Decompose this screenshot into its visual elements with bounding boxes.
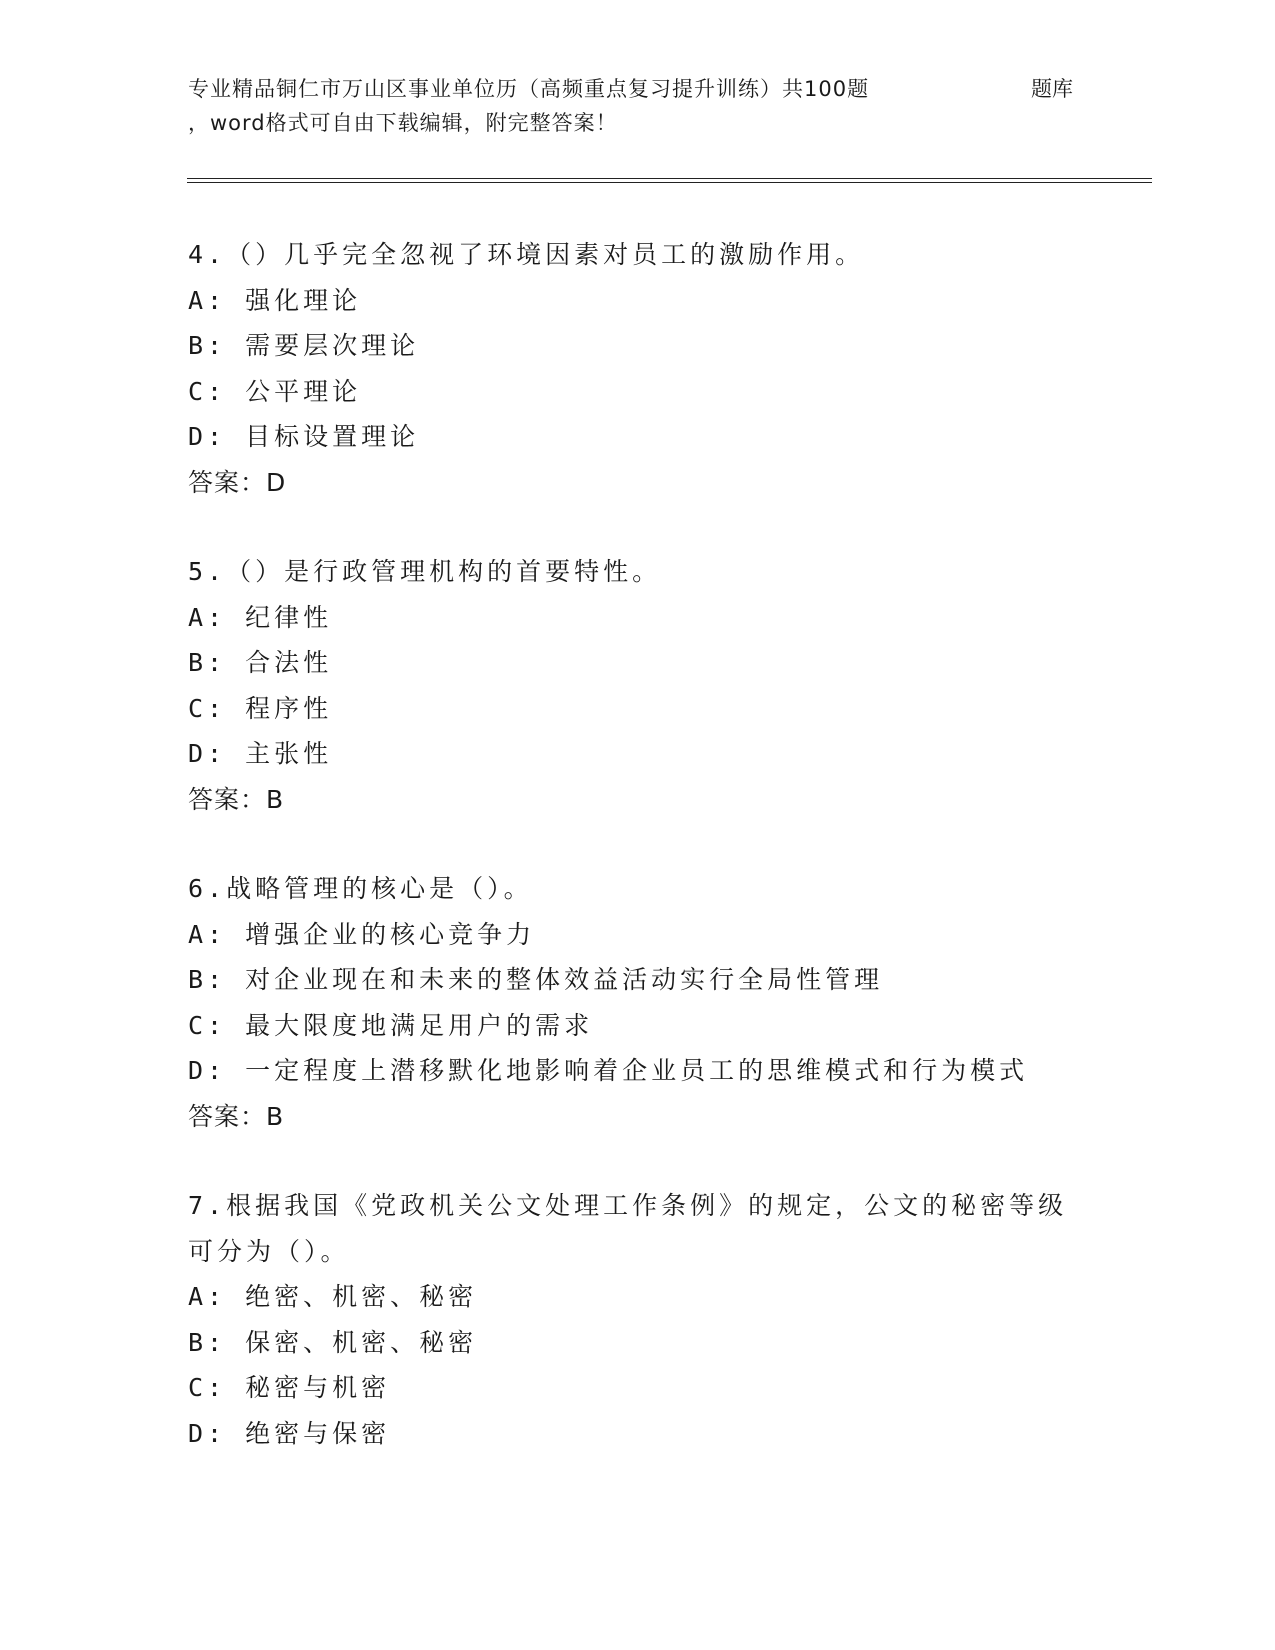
option-b: B: 需要层次理论 [188,331,420,360]
answer-label: 答案：B [188,784,285,814]
question-stem: 6.战略管理的核心是（）。 [188,874,533,903]
option-a: A: 绝密、机密、秘密 [188,1282,478,1311]
option-a: A: 纪律性 [188,602,333,632]
question-7 [188,1183,1088,1456]
option-d: D: 一定程度上潜移默化地影响着企业员工的思维模式和行为模式 [188,1056,1029,1085]
option-d: D: 绝密与保密 [188,1418,391,1448]
question-5 [188,549,1088,822]
option-d: D: 主张性 [188,739,333,768]
option-c: C: 程序性 [188,693,333,723]
document-title: 专业精品铜仁市万山区事业单位历（高频重点复习提升训练）共100题 [188,77,870,101]
question-stem: 5.（）是行政管理机构的首要特性。 [188,557,662,586]
answer-label: 答案：D [188,467,287,497]
option-c: C: 最大限度地满足用户的需求 [188,1010,594,1040]
option-c: C: 秘密与机密 [188,1373,391,1402]
option-a: A: 增强企业的核心竞争力 [188,919,536,949]
option-a: A: 强化理论 [188,285,362,315]
question-6 [188,866,1088,1139]
document-tag: 题库 [1031,77,1073,101]
question-list [188,232,1088,1500]
option-b: B: 对企业现在和未来的整体效益活动实行全局性管理 [188,965,884,994]
document-subtitle: ，word格式可自由下载编辑，附完整答案！ [188,111,618,135]
question-4 [188,232,1088,505]
option-b: B: 合法性 [188,648,333,677]
answer-label: 答案：B [188,1101,285,1131]
option-c: C: 公平理论 [188,376,362,406]
option-d: D: 目标设置理论 [188,422,420,451]
question-stem: 4.（）几乎完全忽视了环境因素对员工的激励作用。 [188,240,865,269]
option-b: B: 保密、机密、秘密 [188,1327,478,1357]
page-header [188,72,1148,192]
header-divider [187,178,1152,183]
question-stem: 7.根据我国《党政机关公文处理工作条例》的规定，公文的秘密等级可分为（）。 [188,1191,1068,1266]
